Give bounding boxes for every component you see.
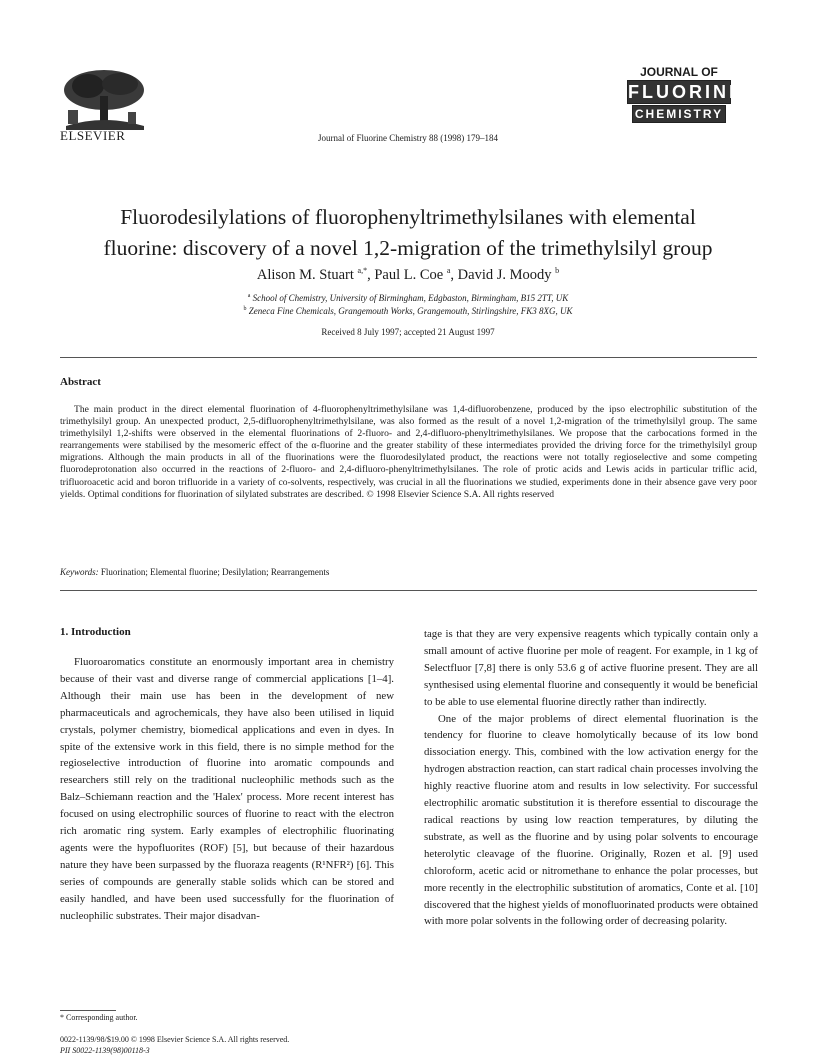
affiliation-text: School of Chemistry, University of Birmingham, Edgbaston, Birmingham, B15 2TT, UK [252,293,569,303]
author-marker: a [446,266,451,275]
author-separator: , [450,266,458,283]
body-paragraph: One of the major problems of direct elemental fluorination is the tendency for fluorine to cleave homolytically because of its low bond dissociation energy. This, combined with the low activation energy for the hydrogen abstraction reaction, can start radical chain processes involving the highly reactive fluorine atom and results in low selectivity. For successful electrophilic aromatic substitution it is therefore essential to discourage the radical reactions by using low reaction temperatures, by diluting the substrate, as well as the fluorine and by using polar solvents to encourage heterolytic cleavage of the fluorine. Originally, Rozen et al. [9] used chloroform, acetic acid or nitromethane to enhance the polar processes, but more recently in the electrophilic substitution of aromatics, Conte et al. [10] discovered that the highest yields of monofluorinated products were obtained with more polar solvents in the following order of decreasing polarity. [424,712,758,928]
footnote-divider [60,1010,116,1011]
copyright-notice [60,1034,289,1056]
author-name: Paul L. Coe [374,266,444,283]
affiliation [0,306,816,316]
journal-logo-line3: CHEMISTRY [632,105,726,123]
body-paragraph: tage is that they are very expensive reagents which typically contain only a small amount of active fluorine per mole of reagent. For example, in 1 kg of Selectfluor [7,8] there is only 53.6 g of active fluorine present. They are all synthesised using elemental fluorine and consequently it would be beneficial to be able to use elemental fluorine directly rather than indirectly. [424,628,758,708]
keywords-list: Fluorination; Elemental fluorine; Desilylation; Rearrangements [100,567,330,577]
affiliation-text: Zeneca Fine Chemicals, Grangemouth Works, Grangemouth, Stirlingshire, FK3 8XG, UK [248,306,573,316]
footnote: * Corresponding author. [60,1013,138,1022]
article-title-line1: Fluorodesilylations of fluorophenyltrimethylsilanes with elemental [120,205,696,229]
journal-reference: Journal of Fluorine Chemistry 88 (1998) 179–184 [318,133,498,143]
article-title [70,202,746,264]
article-title-line2: fluorine: discovery of a novel 1,2-migration of the trimethylsilyl group [103,236,713,260]
author-list [0,266,816,284]
journal-logo-line2: FLUORINE [628,82,744,102]
body-column-right [424,626,758,930]
author-marker: a,* [357,266,368,275]
copyright-line: 0022-1139/98/$19.00 © 1998 Elsevier Science S.A. All rights reserved. [60,1035,290,1044]
author-marker: b [555,266,560,275]
affiliation [0,293,816,303]
divider [60,590,757,591]
affiliation-marker: b [243,306,247,312]
author-name: David J. Moody [457,266,552,283]
section-heading: 1. Introduction [60,626,131,638]
author-name: Alison M. Stuart [256,266,354,283]
keywords [60,567,757,577]
author-separator: , [367,266,375,283]
keywords-label: Keywords: [60,567,99,577]
abstract-text: The main product in the direct elemental fluorination of 4-fluorophenyltrimethylsilane was 1,4-difluorobenzene, produced by the ipso electrophilic substitution of the trimethylsilyl group. An unexpected product, 2,5-difluorophenyltrimethylsilane, was also formed as the result of a novel 1,2-migration of the trimethylsilyl group. The same trimethylsilyl 1,2-shifts were observed in the elemental fluorinations of 2-fluoro- and 2,4-difluoro-phenyltrimethylsilanes. We propose that the carbocations formed in the rearrangements were stabilised by the mesomeric effect of the α-fluorine and the greater stability of these intermediates provided the driving force for the trimethylsilyl group migrations. Although the main products in all of the fluorinations were the fluorodesilylated product, the reactions were not totally regioselective and some competing fluorodeprotonation also occurred in the reactions of 2-fluoro- and 2,4-difluoro-phenyltrimethylsilanes. The role of protic acids and Lewis acids in particular triflic acid, trifluoroacetic acid and boron trifluoride in a variety of co-solvents, respectively, was crucial in all the fluorinations we studied, experiments done in their absence gave very poor yields. Optimal conditions for fluorination of silylated substrates are described. © 1998 Elsevier Science S.A. All rights reserved [60,404,757,500]
publisher-name: ELSEVIER [60,128,126,143]
body-paragraph: Fluoroaromatics constitute an enormously important area in chemistry because of their vast and diverse range of commercial applications [1–4]. Although their main use has been in the development of new pharmaceuticals and agrochemicals, they have also been utilised in liquid crystals, polymer chemistry, biomedical applications and even in dyes. In spite of the extensive work in this field, there is no simple method for the regioselective introduction of fluorine into aromatic compounds and researchers still rely on the traditional nucleophilic methods such as the Balz–Schiemann reaction and the 'Halex' process. More recent interest has focused on using electrophilic sources of fluorine to react with the electron rich aromatic ring system. Early examples of electrophilic fluorinating agents were the hypofluorites (ROF) [5], but because of their hazardous nature they have been surpassed by the fluoraza reagents (R¹NFR²) [6]. This series of compounds are generally stable solids which can be stored and easily handled, and have been used successfully for the fluorination of nucleophilic substrates. Their major disadvan- [60,656,394,922]
divider [60,357,757,358]
journal-logo-line1: JOURNAL OF [640,65,718,79]
body-column-left [60,654,394,925]
journal-logo [626,65,744,138]
elsevier-tree-logo [58,66,150,132]
received-date: Received 8 July 1997; accepted 21 August 1997 [321,327,495,337]
pii-line: PII S0022-1139(98)00118-3 [60,1046,150,1055]
affiliation-marker: a [247,293,251,299]
abstract-heading: Abstract [60,376,101,388]
